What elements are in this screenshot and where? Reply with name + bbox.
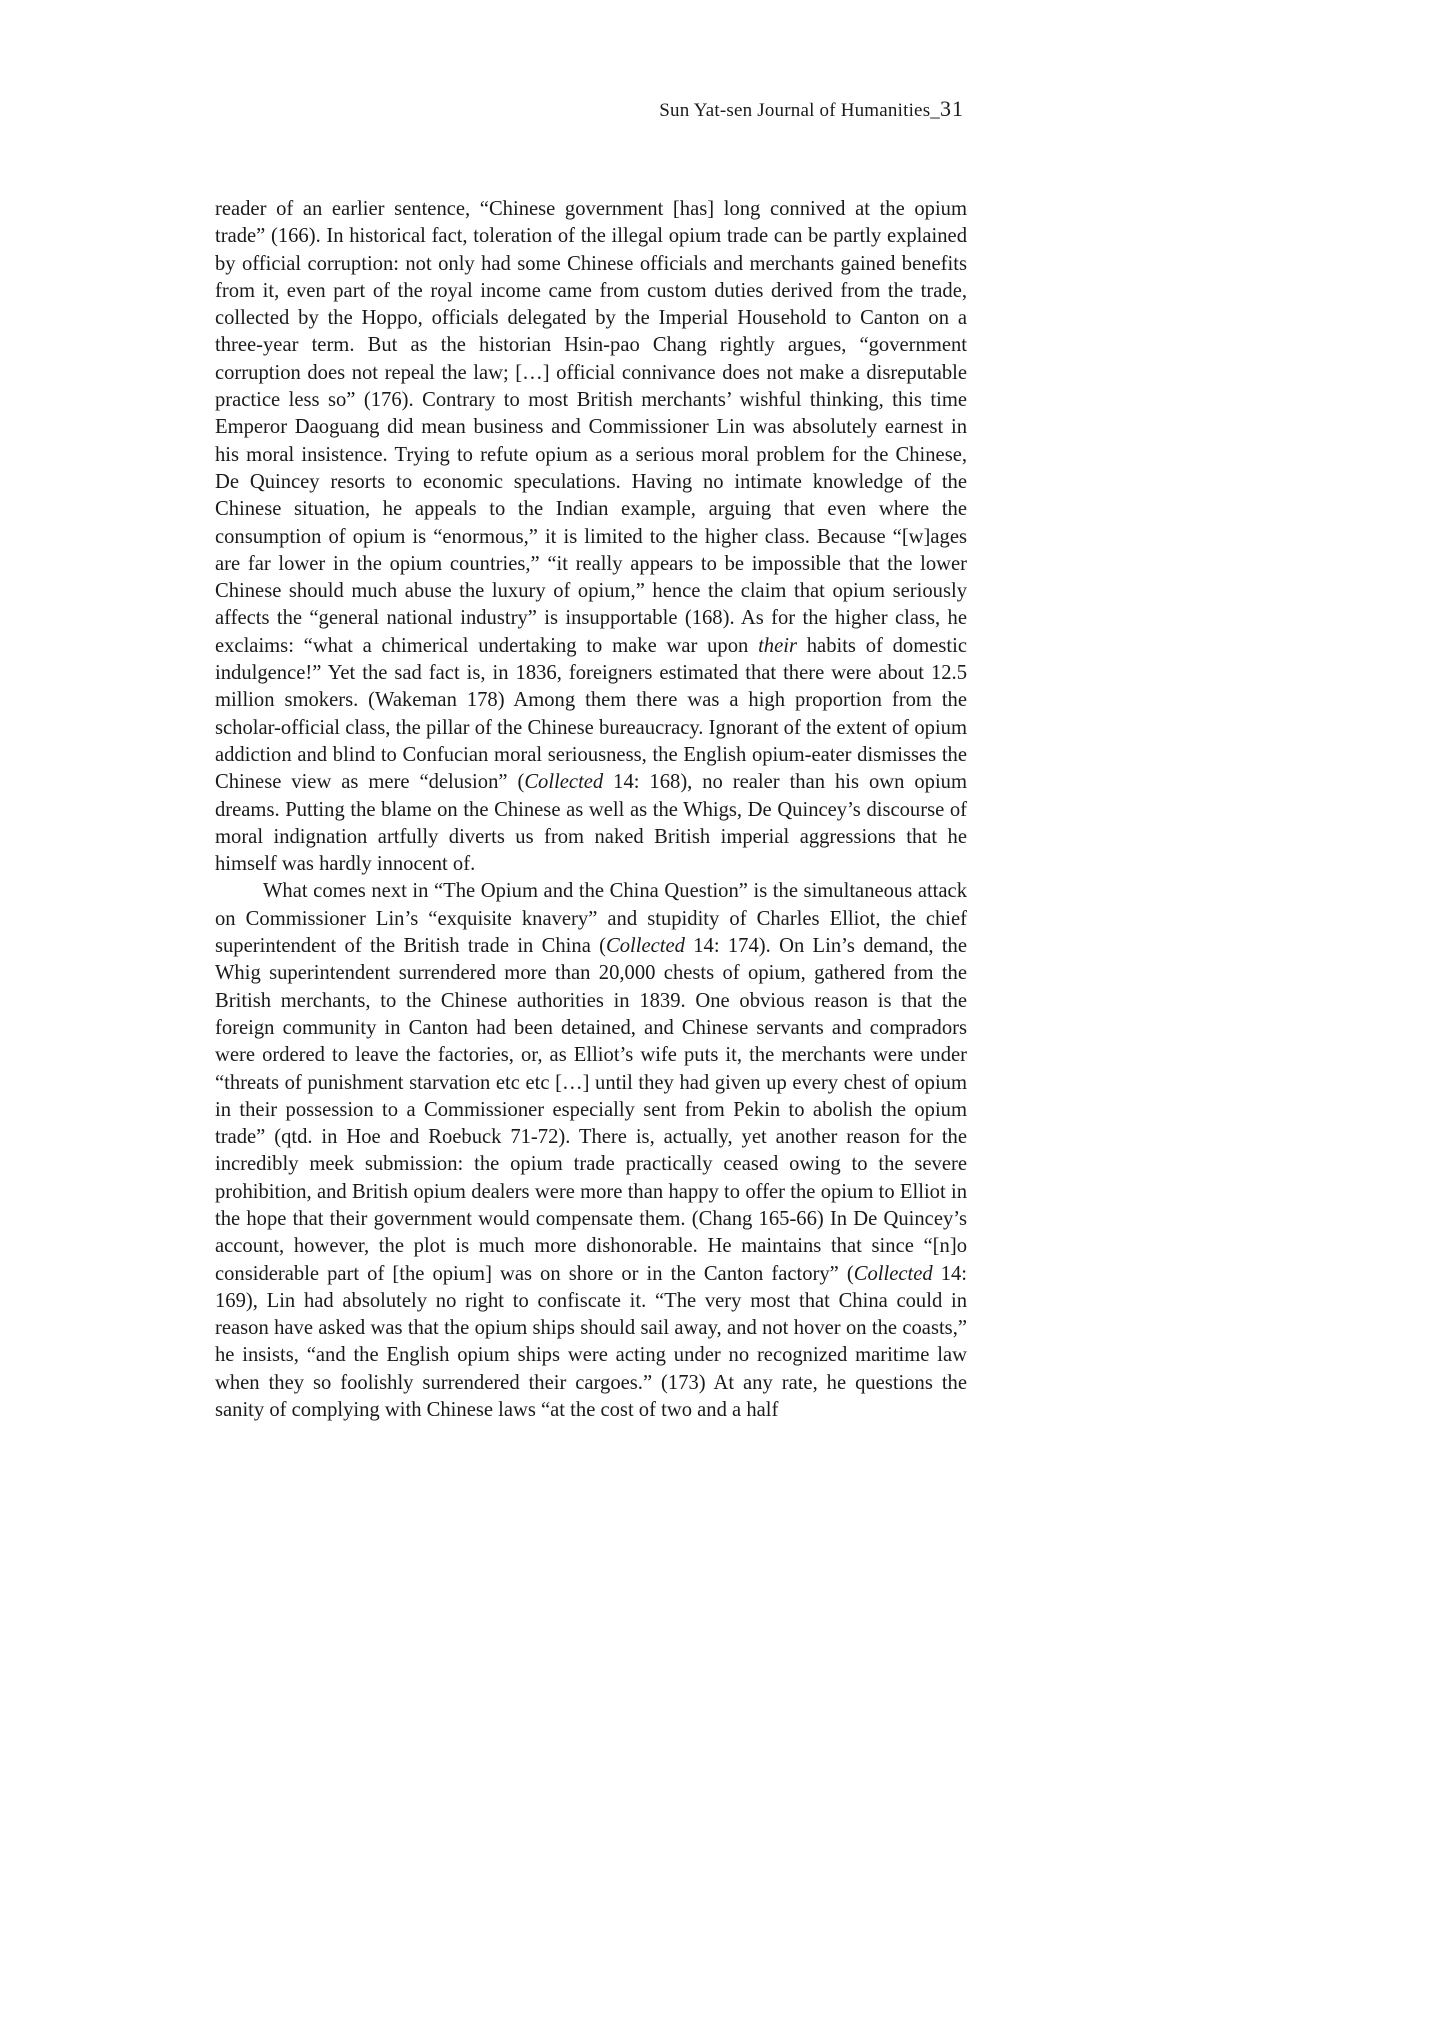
text-segment: reader of an earlier sentence, “Chinese government [has] long connived at the opium trade” (166). In historical fact, toleration of the illegal opium trade can be partly explained by official corruption: not only had some Chinese officials and merchants gained benefits from it, even part of the royal income came from custom duties derived from the trade, collected by the Hoppo, officials delegated by the Imperial Household to Canton on a three-year term. But as the historian Hsin-pao Chang rightly argues, “government corruption does not repeal the law; […] official connivance does not make a disreputable practice less so” (176). Contrary to most British merchants’ wishful thinking, this time Emperor Daoguang did mean business and Commissioner Lin was absolutely earnest in his moral insistence. Trying to refute opium as a serious moral problem for the Chinese, De Quincey resorts to economic speculations. Having no intimate knowledge of the Chinese situation, he appeals to the Indian example, arguing that even where the consumption of opium is “enormous,” it is limited to the higher class. Because “[w]ages are far lower in the opium countries,” “it really appears to be impossible that the lower Chinese should much abuse the luxury of opium,” hence the claim that opium seriously affects the “general national industry” is insupportable (168). As for the higher class, he exclaims: “what a chimerical undertaking to make war upon xyxy=(215,198,967,657)
paragraph-1 xyxy=(215,196,967,878)
italic-term: their xyxy=(758,634,797,657)
italic-citation-title: Collected xyxy=(853,1262,933,1285)
text-segment: habits of domestic indulgence!” Yet the sad fact is, in 1836, foreigners estimated that there were about 12.5 million smokers. (Wakeman 178) Among them there was a high proportion from the scholar-official class, the pillar of the Chinese bureaucracy. Ignorant of the extent of opium addiction and blind to Confucian moral seriousness, the English opium-eater dismisses the Chinese view as mere “delusion” ( xyxy=(215,634,967,794)
italic-citation-title: Collected xyxy=(606,935,685,958)
text-segment: 14: 169), Lin had absolutely no right to confiscate it. “The very most that China could in reason have asked was that the opium ships should sail away, and not hover on the coasts,” he insists, “and the English opium ships were acting under no recognized maritime law when they so foolishly surrendered their cargoes.” (173) At any rate, he questions the sanity of complying with Chinese laws “at the cost of two and a half xyxy=(215,1262,968,1422)
text-segment: What comes next in “The Opium and the China Question” is the simultaneous attack on Commissioner Lin’s “exquisite knavery” and stupidity of Charles Elliot, the chief superintendent of the British trade in China ( xyxy=(215,880,967,958)
paragraph-2 xyxy=(215,878,967,1424)
page-number: 31 xyxy=(940,96,964,121)
body-text xyxy=(215,196,967,1424)
running-header xyxy=(520,96,964,122)
journal-title: Sun Yat-sen Journal of Humanities_ xyxy=(659,100,940,121)
text-segment: 14: 168), no realer than his own opium dreams. Putting the blame on the Chinese as well as the Whigs, De Quincey’s discourse of moral indignation artfully diverts us from naked British imperial aggressions that he himself was hardly innocent of. xyxy=(215,771,967,876)
text-segment: 14: 174). On Lin’s demand, the Whig superintendent surrendered more than 20,000 chests of opium, gathered from the British merchants, to the Chinese authorities in 1839. One obvious reason is that the foreign community in Canton had been detained, and Chinese servants and compradors were ordered to leave the factories, or, as Elliot’s wife puts it, the merchants were under “threats of punishment starvation etc etc […] until they had given up every chest of opium in their possession to a Commissioner especially sent from Pekin to abolish the opium trade” (qtd. in Hoe and Roebuck 71-72). There is, actually, yet another reason for the incredibly meek submission: the opium trade practically ceased owing to the severe prohibition, and British opium dealers were more than happy to offer the opium to Elliot in the hope that their government would compensate them. (Chang 165-66) In De Quincey’s account, however, the plot is much more dishonorable. He maintains that since “[n]o considerable part of [the opium] was on shore or in the Canton factory” ( xyxy=(215,935,967,1285)
italic-citation-title: Collected xyxy=(524,771,604,794)
